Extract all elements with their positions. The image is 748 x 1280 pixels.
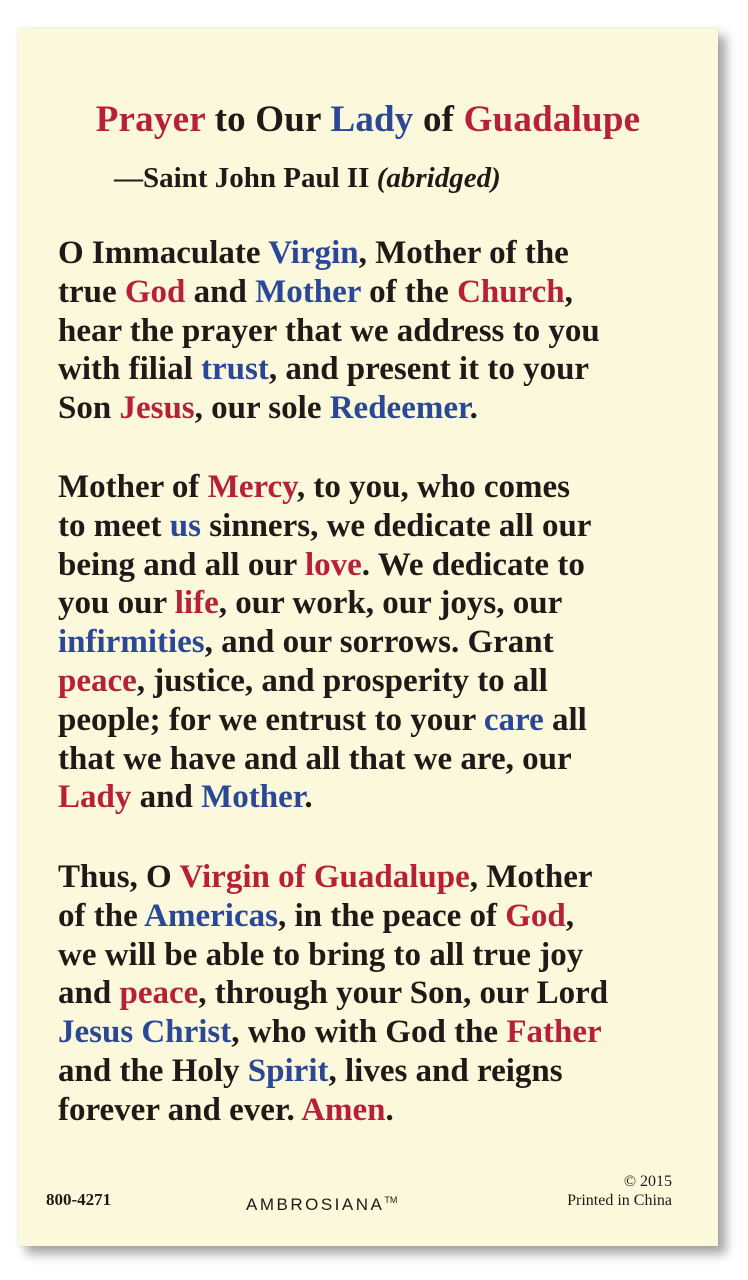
- title-segment: of: [413, 99, 464, 140]
- prayer-text: , lives and reigns: [328, 1052, 563, 1089]
- prayer-text: , through your Son, our Lord: [198, 975, 609, 1012]
- attribution: [114, 160, 501, 196]
- prayer-line: [58, 701, 698, 740]
- highlighted-word: Mercy: [207, 469, 297, 505]
- title-segment: to Our: [205, 99, 331, 140]
- prayer-text: . We dedicate to: [361, 546, 585, 583]
- prayer-text: and: [185, 273, 256, 310]
- title-segment: Guadalupe: [463, 99, 641, 140]
- prayer-text: , justice, and prosperity to all: [136, 662, 548, 699]
- highlighted-word: Mother: [255, 273, 361, 310]
- highlighted-word: Amen: [301, 1091, 386, 1128]
- highlighted-word: peace: [58, 662, 137, 699]
- highlighted-word: infirmities: [58, 624, 205, 661]
- prayer-text: Mother of: [58, 469, 208, 505]
- prayer-line: [58, 858, 698, 897]
- prayer-text: forever and ever.: [58, 1091, 302, 1128]
- prayer-line: [58, 234, 698, 273]
- highlighted-word: love: [304, 546, 362, 583]
- prayer-text: sinners, we dedicate all our: [200, 507, 592, 544]
- prayer-text: , to you, who comes: [296, 469, 571, 505]
- highlighted-word: God: [505, 897, 566, 934]
- prayer-line: [58, 623, 698, 662]
- prayer-text: being and all our: [58, 546, 305, 583]
- prayer-line: [58, 778, 698, 817]
- brand-logo: [246, 1190, 397, 1215]
- copyright-block: [567, 1172, 672, 1210]
- highlighted-word: Virgin of Guadalupe: [179, 859, 470, 895]
- highlighted-word: Mother: [201, 779, 305, 816]
- prayer-line: [58, 740, 698, 779]
- prayer-line: [58, 350, 698, 389]
- prayer-text: .: [304, 779, 313, 816]
- prayer-paragraph-2: [58, 468, 698, 817]
- prayer-text: , our work, our joys, our: [218, 585, 563, 622]
- prayer-line: [58, 468, 698, 507]
- prayer-line: [58, 507, 698, 546]
- prayer-text: hear the prayer that we address to you: [58, 312, 600, 349]
- prayer-text: people; for we entrust to your: [58, 701, 484, 738]
- prayer-text: true: [58, 273, 125, 310]
- title-segment: Lady: [330, 99, 414, 140]
- printed-in: Printed in China: [567, 1192, 672, 1209]
- prayer-line: [58, 974, 698, 1013]
- prayer-text: , our sole: [194, 390, 330, 427]
- prayer-text: all: [543, 701, 587, 738]
- highlighted-word: God: [124, 273, 186, 310]
- prayer-text: with filial: [58, 351, 202, 388]
- highlighted-word: Lady: [58, 779, 132, 816]
- prayer-text: that we have and all that we are, our: [58, 740, 572, 777]
- prayer-line: [58, 312, 698, 351]
- attribution-note: (abridged): [376, 162, 501, 194]
- prayer-line: [58, 273, 698, 312]
- attribution-author: —Saint John Paul II: [114, 162, 370, 194]
- prayer-text: O Immaculate: [58, 235, 269, 271]
- prayer-text: ,: [565, 897, 575, 934]
- prayer-paragraph-3: [58, 858, 698, 1130]
- prayer-text: , Mother: [469, 859, 593, 895]
- prayer-text: , who with God the: [231, 1014, 507, 1051]
- highlighted-word: life: [174, 585, 219, 622]
- prayer-card: [18, 28, 718, 1246]
- copyright-notice: © 2015: [623, 1173, 672, 1190]
- prayer-text: .: [385, 1091, 394, 1128]
- highlighted-word: Church: [457, 273, 565, 310]
- prayer-text: and: [131, 779, 202, 816]
- prayer-line: [58, 897, 698, 936]
- prayer-text: ,: [564, 273, 573, 310]
- trademark-mark: TM: [384, 1195, 398, 1205]
- prayer-text: .: [469, 390, 478, 427]
- prayer-line: [58, 1013, 698, 1052]
- highlighted-word: Americas: [144, 897, 278, 934]
- highlighted-word: Father: [506, 1014, 602, 1051]
- prayer-text: , and present it to your: [268, 351, 590, 388]
- prayer-line: [58, 389, 698, 428]
- highlighted-word: us: [169, 507, 201, 544]
- highlighted-word: peace: [119, 975, 199, 1012]
- prayer-text: and the Holy: [58, 1052, 248, 1089]
- prayer-text: of the: [360, 273, 458, 310]
- prayer-text: we will be able to bring to all true joy: [58, 936, 584, 973]
- prayer-text: Son: [58, 390, 120, 427]
- prayer-text: Thus, O: [58, 859, 180, 895]
- prayer-text: , and our sorrows. Grant: [204, 624, 554, 661]
- prayer-line: [58, 662, 698, 701]
- prayer-line: [58, 1052, 698, 1091]
- prayer-line: [58, 584, 698, 623]
- brand-name: AMBROSIANA: [246, 1195, 385, 1214]
- highlighted-word: Virgin: [268, 235, 359, 271]
- prayer-line: [58, 1091, 698, 1130]
- prayer-text: , Mother of the: [358, 235, 569, 271]
- highlighted-word: care: [483, 701, 544, 738]
- prayer-line: [58, 546, 698, 585]
- highlighted-word: Jesus Christ: [58, 1014, 232, 1051]
- highlighted-word: Jesus: [119, 390, 195, 427]
- prayer-text: and: [58, 975, 120, 1012]
- highlighted-word: Redeemer: [329, 390, 470, 427]
- prayer-text: you our: [58, 585, 175, 622]
- title-segment: Prayer: [95, 99, 206, 140]
- prayer-line: [58, 936, 698, 975]
- highlighted-word: trust: [201, 351, 269, 388]
- prayer-text: to meet: [58, 507, 170, 544]
- prayer-paragraph-1: [58, 234, 698, 428]
- highlighted-word: Spirit: [247, 1052, 329, 1089]
- prayer-title: [18, 98, 718, 142]
- prayer-text: of the: [58, 897, 145, 934]
- product-sku: 800-4271: [46, 1190, 112, 1209]
- prayer-text: , in the peace of: [277, 897, 506, 934]
